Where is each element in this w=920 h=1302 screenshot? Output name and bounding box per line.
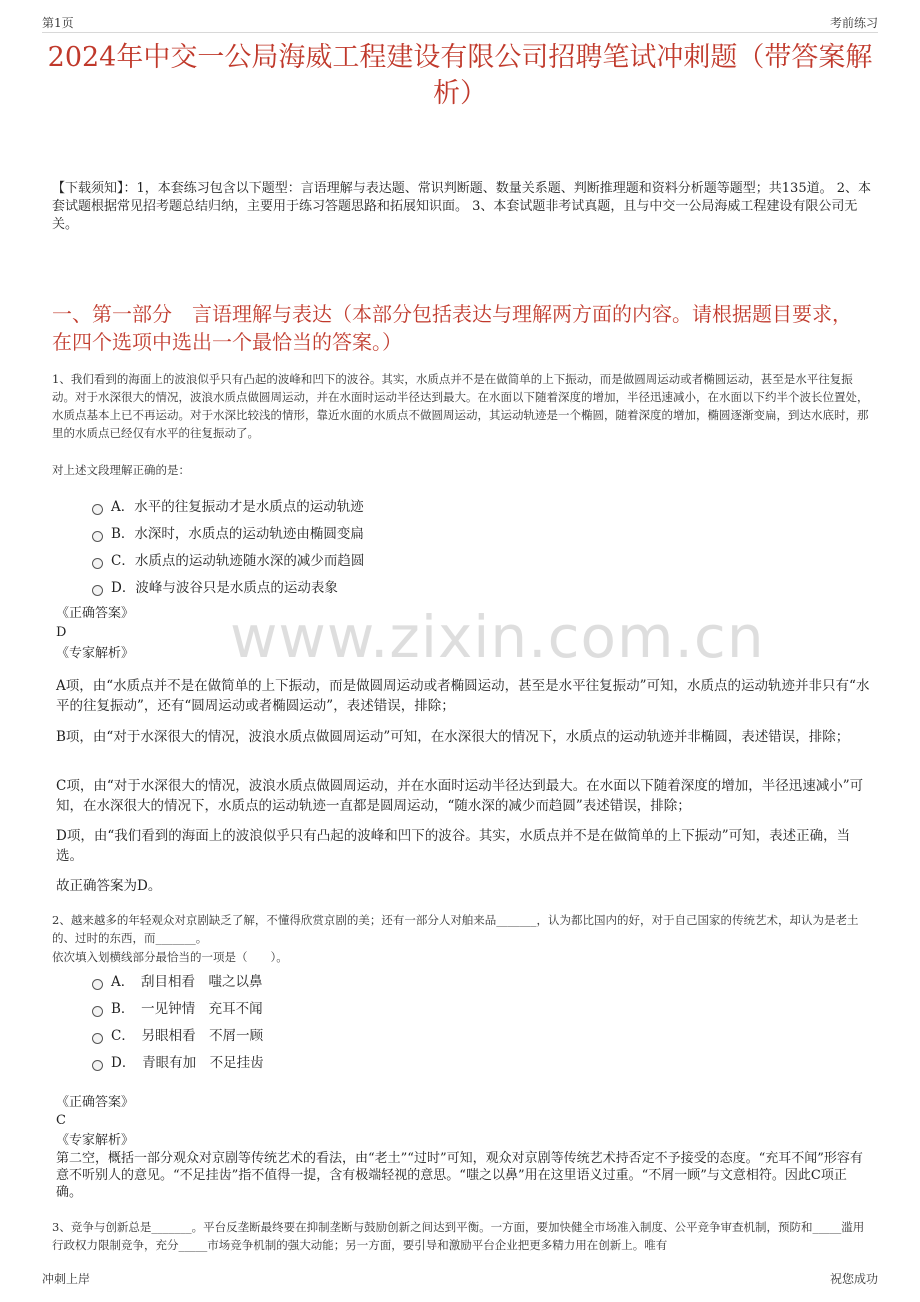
q1-analysis-label: 《专家解析》 bbox=[56, 646, 135, 661]
q2-answer-label: 《正确答案》 bbox=[56, 1095, 135, 1110]
radio-icon[interactable] bbox=[92, 585, 103, 596]
watermark: www.zixin.com.cn bbox=[230, 603, 765, 671]
q2-option-d[interactable] bbox=[92, 1049, 264, 1076]
download-notice: 【下载须知】：1，本套练习包含以下题型：言语理解与表达题、常识判断题、数量关系题、判断推理题和资料分析题等题型；共135道。 2、本套试题根据常见招考题总结归纳，主要用于练习答题思路和拓展知识面。 3、本套试题非考试真题，且与中交一公局海威工程建设有限公司无关。 bbox=[52, 181, 871, 232]
q2-stem: 2、越来越多的年轻观众对京剧缺乏了解，不懂得欣赏京剧的美；还有一部分人对舶来品_______，认为都比国内的好，对于自己国家的传统艺术，却认为是老土的、过时的东西，而_______。 bbox=[52, 913, 859, 945]
radio-icon[interactable] bbox=[92, 1033, 103, 1044]
q1-conclusion: 故正确答案为D。 bbox=[56, 878, 162, 894]
q2-option-b[interactable] bbox=[92, 995, 264, 1022]
q1-option-c[interactable] bbox=[92, 547, 364, 574]
q1-option-d[interactable] bbox=[92, 574, 364, 601]
footer-left: 冲刺上岸 bbox=[42, 1272, 91, 1286]
radio-icon[interactable] bbox=[92, 531, 103, 542]
option-text: D． 青眼有加 不足挂齿 bbox=[111, 1054, 264, 1071]
option-text: B．水深时，水质点的运动轨迹由椭圆变扁 bbox=[111, 525, 364, 542]
section-title: 一、第一部分 言语理解与表达（本部分包括表达与理解两方面的内容。请根据题目要求，在四个选项中选出一个最恰当的答案。） bbox=[52, 302, 852, 354]
option-text: C． 另眼相看 不屑一顾 bbox=[111, 1027, 264, 1044]
q1-analysis-a: A项，由“水质点并不是在做简单的上下振动，而是做圆周运动或者椭圆运动，甚至是水平往复振动”可知，水质点的运动轨迹并非只有“水平的往复振动”，还有“圆周运动或者椭圆运动”，表述错误，排除； bbox=[56, 678, 870, 714]
q1-analysis-d: D项，由“我们看到的海面上的波浪似乎只有凸起的波峰和凹下的波谷。其实，水质点并不是在做简单的上下振动”可知，表述正确，当选。 bbox=[56, 828, 851, 864]
q1-analysis-c: C项，由“对于水深很大的情况，波浪水质点做圆周运动，并在水面时运动半径达到最大。在水面以下随着深度的增加，半径迅速减小”可知，在水深很大的情况下，水质点的运动轨迹一直都是圆周运动，“随水深的减少而趋圆”表述错误，排除； bbox=[56, 778, 864, 814]
q1-option-b[interactable] bbox=[92, 520, 364, 547]
header-tag: 考前练习 bbox=[829, 16, 878, 30]
q2-answer: C bbox=[56, 1113, 66, 1128]
footer-right: 祝您成功 bbox=[829, 1272, 878, 1286]
q1-stem: 1、我们看到的海面上的波浪似乎只有凸起的波峰和凹下的波谷。其实，水质点并不是在做简单的上下振动，而是做圆周运动或者椭圆运动，甚至是水平往复振动。对于水深很大的情况，波浪水质点做圆周运动，并在水面时运动半径达到最大。在水面以下随着深度的增加，半径迅速减小，在水面以下约半个波长位置处，水质点基本上已不再运动。对于水深比较浅的情形，靠近水面的水质点不做圆周运动，其运动轨迹是一个椭圆，随着深度的增加，椭圆逐渐变扁，到达水底时，那里的水质点已经仅有水平的往复振动了。 bbox=[52, 372, 869, 440]
q2-analysis-label: 《专家解析》 bbox=[56, 1133, 135, 1148]
document-title: 2024年中交一公局海威工程建设有限公司招聘笔试冲刺题（带答案解析） bbox=[47, 42, 873, 109]
radio-icon[interactable] bbox=[92, 979, 103, 990]
q2-analysis: 第二空，概括一部分观众对京剧等传统艺术的看法，由“老土”“过时”可知，观众对京剧等传统艺术持否定不予接受的态度。“充耳不闻”形容有意不听别人的意见。“不足挂齿”指不值得一提，含有极端轻视的意思。“嗤之以鼻”用在这里语义过重。“不屑一顾”与文意相符。因此C项正确。 bbox=[56, 1151, 863, 1200]
q1-options bbox=[92, 493, 364, 601]
option-text: C．水质点的运动轨迹随水深的减少而趋圆 bbox=[111, 552, 365, 569]
radio-icon[interactable] bbox=[92, 504, 103, 515]
q2-prompt: 依次填入划横线部分最恰当的一项是（ ）。 bbox=[52, 950, 288, 964]
option-text: B． 一见钟情 充耳不闻 bbox=[111, 1000, 263, 1017]
radio-icon[interactable] bbox=[92, 558, 103, 569]
q1-analysis-b: B项，由“对于水深很大的情况，波浪水质点做圆周运动”可知，在水深很大的情况下，水质点的运动轨迹并非椭圆，表述错误，排除； bbox=[56, 729, 850, 745]
radio-icon[interactable] bbox=[92, 1006, 103, 1017]
q2-options bbox=[92, 968, 264, 1076]
option-text: A．水平的往复振动才是水质点的运动轨迹 bbox=[111, 498, 364, 515]
page-number: 第1页 bbox=[42, 16, 74, 30]
q1-prompt: 对上述文段理解正确的是： bbox=[52, 463, 190, 477]
option-text: A． 刮目相看 嗤之以鼻 bbox=[111, 973, 263, 990]
page-header bbox=[42, 12, 878, 33]
q3-stem: 3、竞争与创新总是_______。平台反垄断最终要在抑制垄断与鼓励创新之间达到平衡。一方面，要加快健全市场准入制度、公平竞争审查机制，预防和_____滥用行政权力限制竞争，充分_____市场竞争机制的强大动能；另一方面，要引导和激励平台企业把更多精力用在创新上。唯有 bbox=[52, 1220, 865, 1252]
option-text: D．波峰与波谷只是水质点的运动表象 bbox=[111, 579, 338, 596]
q2-option-a[interactable] bbox=[92, 968, 264, 995]
q1-answer-label: 《正确答案》 bbox=[56, 606, 135, 621]
q2-option-c[interactable] bbox=[92, 1022, 264, 1049]
radio-icon[interactable] bbox=[92, 1060, 103, 1071]
q1-answer: D bbox=[56, 625, 67, 640]
q1-option-a[interactable] bbox=[92, 493, 364, 520]
